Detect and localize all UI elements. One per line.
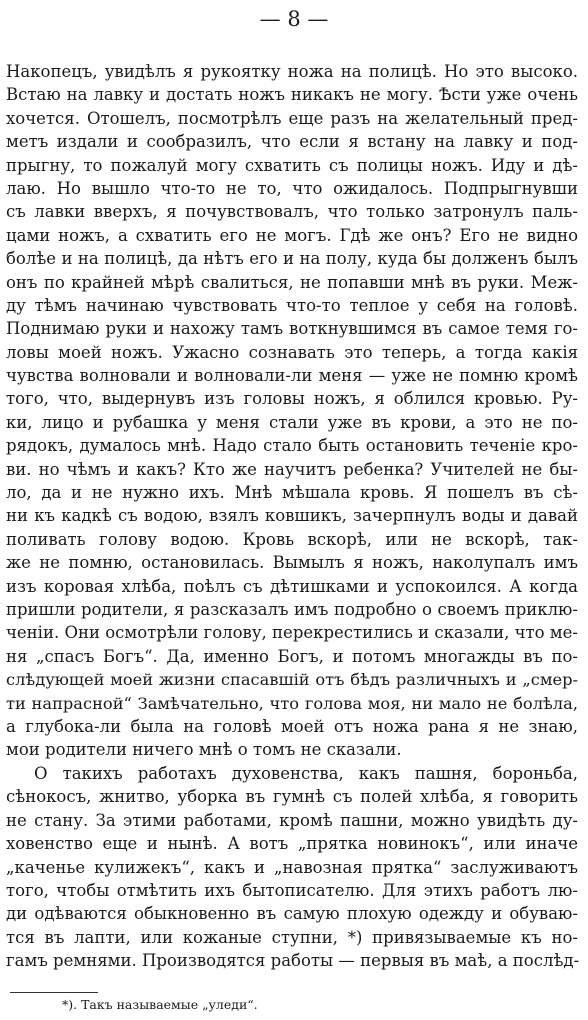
paragraph-1 [6, 60, 578, 762]
text-line: прыгну, то пожалуй могу схватить съ полицы ножъ. Иду и дѣ- [6, 155, 578, 175]
text-line: метъ издали и сообразилъ, что если я встану на лавку и под- [6, 132, 578, 152]
text-line: съ лавки вверхъ, я почувствовалъ, что только затронулъ паль- [6, 202, 578, 222]
text-line: Поднимаю руки и нахожу тамъ воткнувшимся въ самое темя го- [6, 319, 578, 339]
text-line: ло, да и не нужно ихъ. Мнѣ мѣшала кровь. Я пошелъ въ сѣ- [6, 483, 578, 503]
text-line: а глубока-ли была на головѣ моей отъ ножа рана я не знаю, [6, 716, 578, 736]
text-line: ченіи. Они осмотрѣли голову, перекрестились и сказали, что ме- [6, 623, 578, 643]
footnote-rule [10, 992, 98, 993]
text-line: того, что, выдернувъ изъ головы ножъ, я облился кровью. Ру- [6, 389, 578, 409]
text-line: „каченье кулижекъ“, какъ и „навозная прятка“ заслуживаютъ [6, 857, 578, 877]
text-line: ди одѣваются обыкновенно въ самую плохую одежду и обуваю- [6, 904, 578, 924]
text-line: же не помню, остановилась. Вымылъ я ножъ, наколупалъ имъ [6, 553, 578, 573]
text-line: лаю. Но вышло что-то не то, что ожидалось. Подпрыгнувши [6, 178, 578, 198]
text-line: ду тѣмъ начинаю чувствовать что-то теплое у себя на головѣ. [6, 295, 578, 315]
text-line: хочется. Отошелъ, посмотрѣлъ еще разъ на желательный пред- [6, 108, 578, 128]
text-line: ви. но чѣмъ и какъ? Кто же научитъ ребенка? Учителей не бы- [6, 459, 578, 479]
text-line: чувства волновали и волновали-ли меня — уже не помню кромѣ [6, 366, 578, 386]
text-line: рядокъ, думалось мнѣ. Надо стало быть остановить теченіе кро- [6, 436, 578, 456]
text-line: пришли родители, я разсказалъ имъ подробно о своемъ приклю- [6, 599, 578, 619]
text-line: слѣдующей моей жизни спасавшій отъ бѣдъ различныхъ и „смер- [6, 670, 578, 690]
text-line: того, чтобы отмѣтить ихъ бытописателю. Для этихъ работъ лю- [6, 880, 578, 900]
text-line: ки, лицо и рубашка у меня стали уже въ крови, а это не по- [6, 412, 578, 432]
text-line: ни къ кадкѣ съ водою, взялъ ковшикъ, зачерпнулъ воды и давай [6, 506, 578, 526]
text-line: цами ножъ, а схватить его не могъ. Гдѣ же онъ? Его не видно [6, 225, 578, 245]
paragraph-2 [6, 762, 578, 973]
text-line: изъ коровая хлѣба, поѣлъ съ дѣтишками и успокоился. А когда [6, 576, 578, 596]
text-line: мои родители ничего мнѣ о томъ не сказали. [6, 740, 402, 760]
text-line: тся въ лапти, или кожаные ступни, *) привязываемые къ но- [6, 927, 578, 947]
text-line: не стану. За этими работами, кромѣ пашни, можно увидѣть ду- [6, 810, 578, 830]
text-line: ховенство еще и нынѣ. А вотъ „прятка новинокъ“, или иначе [6, 834, 578, 854]
text-line: Накопецъ, увидѣлъ я рукоятку ножа на полицѣ. Но это высоко. [6, 62, 578, 81]
text-line: гамъ ремнями. Производятся работы — первыя въ маѣ, а послѣд- [6, 951, 580, 971]
text-line: онъ по крайней мѣрѣ свалиться, не попавши мнѣ въ руки. Меж- [6, 272, 578, 292]
text-line: поливать голову водою. Кровь вскорѣ, или не вскорѣ, так- [6, 529, 578, 549]
footnote: *). Такъ называемые „уледи“. [62, 997, 258, 1012]
text-line: ня „спасъ Богъ“. Да, именно Богъ, и потомъ многажды въ по- [6, 646, 578, 666]
text-line: ловы моей ножъ. Ужасно сознавать это теперь, а тогда какія [6, 342, 578, 362]
text-line: болѣе и на полицѣ, да нѣтъ его и на полу, куда бы долженъ былъ [6, 249, 578, 269]
text-line: О такихъ работахъ духовенства, какъ пашня, бороньба, [34, 764, 578, 783]
page-number: — 8 — [259, 7, 329, 31]
text-line: Встаю на лавку и достать ножъ никакъ не могу. Ѣсти уже очень [6, 85, 578, 105]
text-line: ти напрасной“ Замѣчательно, что голова моя, ни мало не болѣла, [6, 693, 578, 713]
text-line: сѣнокосъ, жнитво, уборка въ гумнѣ съ полей хлѣба, я говорить [6, 787, 578, 807]
